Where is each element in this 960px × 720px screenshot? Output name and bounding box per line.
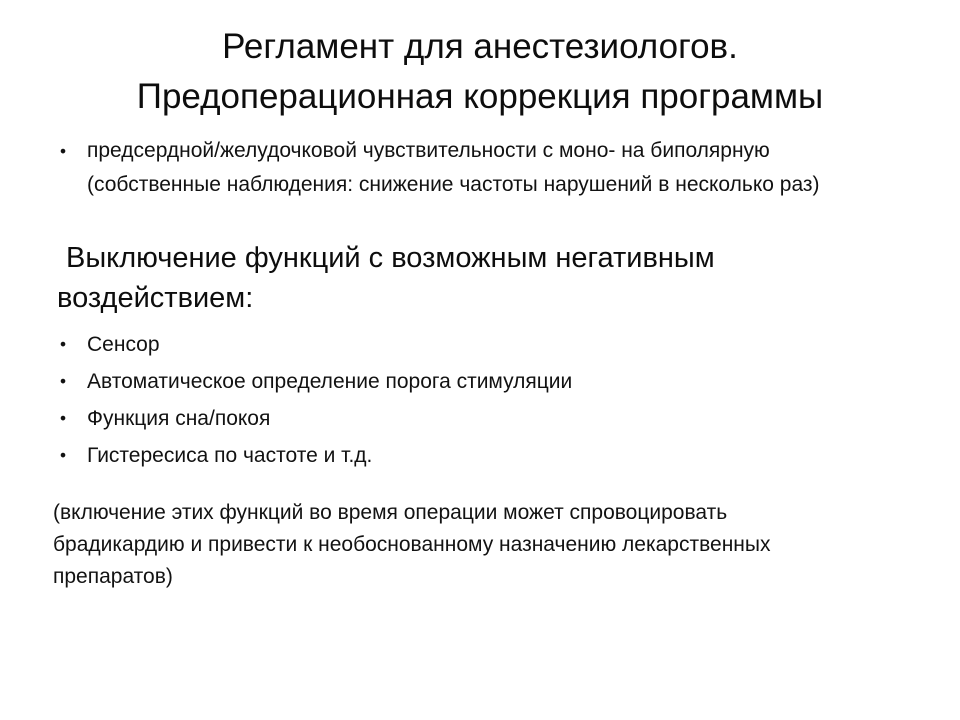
slide-title-line-2: Предоперационная коррекция программы — [136, 77, 824, 116]
intro-bullet-item — [55, 134, 925, 202]
list-item-label: Сенсор — [87, 333, 160, 356]
feature-bullet-list — [55, 326, 925, 474]
intro-bullet-line-2: (собственные наблюдения: снижение частоты нарушений в несколько раз) — [87, 173, 820, 196]
section-heading-line-1: Выключение функций с возможным негативным — [66, 242, 715, 274]
bullet-icon: • — [60, 334, 67, 354]
list-item — [55, 400, 925, 437]
slide-title — [0, 22, 960, 122]
section-heading — [57, 238, 897, 318]
list-item-label: Автоматическое определение порога стимуляции — [87, 370, 573, 393]
list-item — [55, 437, 925, 474]
note-line-1: (включение этих функций во время операции может спровоцировать — [53, 501, 728, 524]
note-line-3: препаратов) — [53, 565, 173, 588]
bullet-icon: • — [60, 141, 67, 161]
slide-title-line-1: Регламент для анестезиологов. — [222, 27, 738, 66]
section-heading-line-2: воздействием: — [57, 282, 254, 314]
list-item — [55, 326, 925, 363]
intro-bullet-line-1: предсердной/желудочковой чувствительности с моно- на биполярную — [87, 139, 770, 162]
bullet-icon: • — [60, 408, 67, 428]
note-paragraph — [53, 497, 923, 593]
bullet-icon: • — [60, 445, 67, 465]
list-item — [55, 363, 925, 400]
intro-bullet-text — [87, 134, 925, 202]
note-line-2: брадикардию и привести к необоснованному назначению лекарственных — [53, 533, 771, 556]
bullet-icon: • — [60, 371, 67, 391]
list-item-label: Функция сна/покоя — [87, 407, 271, 430]
list-item-label: Гистересиса по частоте и т.д. — [87, 444, 373, 467]
